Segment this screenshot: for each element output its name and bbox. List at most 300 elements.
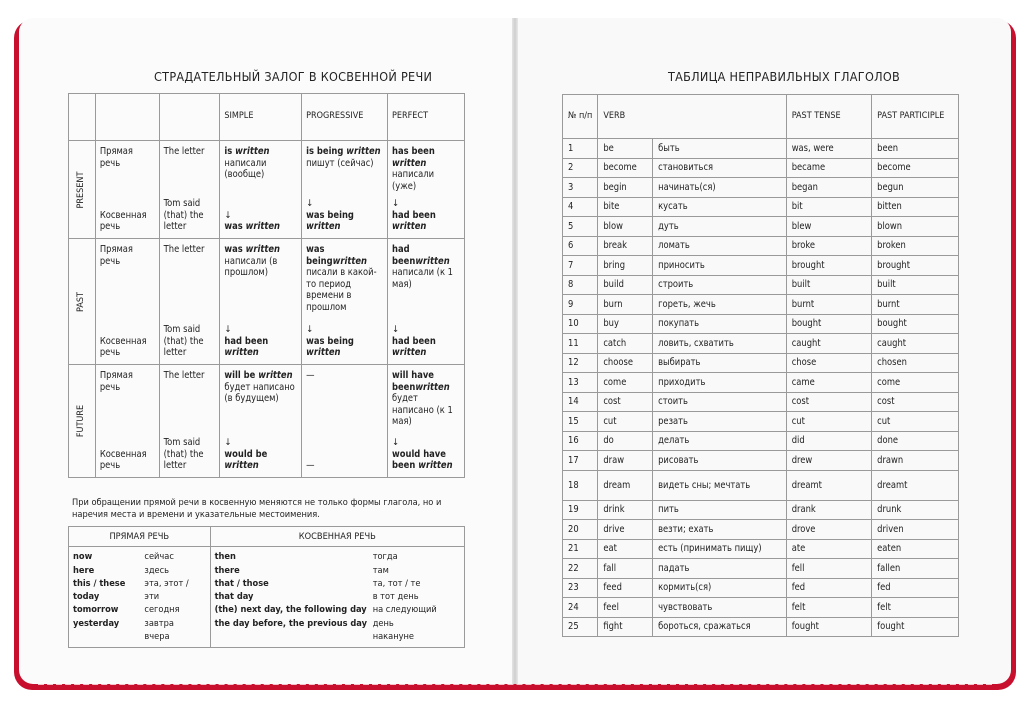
indirect-form bbox=[306, 198, 383, 233]
verb-base: do bbox=[598, 431, 653, 451]
verb-participle: drawn bbox=[872, 451, 959, 471]
verb-past: drank bbox=[786, 500, 871, 520]
translation-note: писали в какой-то период времени в прошлом bbox=[306, 267, 377, 313]
verb-past: fought bbox=[786, 617, 871, 637]
verb-translation: стоить bbox=[653, 392, 787, 412]
verb-translation: рисовать bbox=[653, 451, 787, 471]
verb-participle: eaten bbox=[872, 539, 959, 559]
down-arrow-icon: ↓ bbox=[306, 198, 314, 210]
indirect-ru-column bbox=[373, 550, 460, 643]
verb-participle: cut bbox=[872, 412, 959, 432]
aux-verb: was being bbox=[306, 209, 354, 221]
verb-base: be bbox=[598, 139, 653, 159]
verb-base: build bbox=[598, 275, 653, 295]
direct-form bbox=[392, 244, 460, 290]
verb-base: feed bbox=[598, 578, 653, 598]
direct-form bbox=[306, 244, 383, 314]
verb-base: break bbox=[598, 236, 653, 256]
main-verb: written bbox=[235, 146, 270, 157]
direct-word-ru: здесь bbox=[144, 564, 170, 576]
verb-number: 1 bbox=[563, 139, 598, 159]
main-verb: written bbox=[392, 347, 427, 359]
subject-cell bbox=[159, 365, 220, 478]
verb-number: 10 bbox=[563, 314, 598, 334]
aux-verb: would have been bbox=[392, 448, 446, 472]
direct-word-en: yesterday bbox=[73, 617, 120, 629]
verb-row bbox=[563, 236, 959, 256]
verb-row bbox=[563, 412, 959, 432]
translation-note: написали (вообще) bbox=[224, 157, 267, 181]
blank-header bbox=[159, 94, 220, 141]
passive-voice-table bbox=[68, 93, 465, 478]
verb-translation: начинать(ся) bbox=[653, 178, 787, 198]
verb-participle: fallen bbox=[872, 559, 959, 579]
verb-row bbox=[563, 314, 959, 334]
verb-past: began bbox=[786, 178, 871, 198]
progressive-cell bbox=[302, 141, 388, 239]
verb-number: 25 bbox=[563, 617, 598, 637]
verb-base: buy bbox=[598, 314, 653, 334]
verb-translation: гореть, жечь bbox=[653, 295, 787, 315]
verb-row bbox=[563, 197, 959, 217]
progressive-stack bbox=[306, 370, 383, 472]
verb-translation: ломать bbox=[653, 236, 787, 256]
header-number: № п/п bbox=[563, 95, 598, 139]
verb-participle: done bbox=[872, 431, 959, 451]
tense-label: FUTURE bbox=[76, 404, 87, 438]
indirect-word-ru: тогда bbox=[372, 551, 398, 563]
indirect-subject: Tom said (that) the letter bbox=[163, 324, 204, 359]
verb-participle: been bbox=[872, 139, 959, 159]
verb-number: 7 bbox=[563, 256, 598, 276]
verb-participle: fought bbox=[872, 617, 959, 637]
indirect-word-ru: та, тот / те bbox=[372, 577, 421, 589]
verb-translation: делать bbox=[653, 431, 787, 451]
verb-number: 4 bbox=[563, 197, 598, 217]
verb-number: 22 bbox=[563, 559, 598, 579]
direct-words-cell bbox=[69, 547, 211, 648]
verb-past: broke bbox=[786, 236, 871, 256]
verb-translation: чувствовать bbox=[653, 598, 787, 618]
main-verb: written bbox=[224, 347, 259, 359]
verb-base: bite bbox=[598, 197, 653, 217]
verb-row bbox=[563, 334, 959, 354]
verb-base: feel bbox=[598, 598, 653, 618]
verb-past: caught bbox=[786, 334, 871, 354]
verb-base: dream bbox=[598, 470, 653, 500]
row-future bbox=[69, 365, 465, 478]
speech-body-row bbox=[69, 547, 465, 648]
simple-stack bbox=[224, 244, 297, 359]
subject-stack bbox=[164, 146, 216, 233]
simple-cell bbox=[220, 239, 302, 365]
aux-verb: is being bbox=[306, 146, 347, 157]
verb-row bbox=[563, 217, 959, 237]
main-verb: written bbox=[415, 255, 450, 267]
direct-word-ru: эта, этот / эти bbox=[144, 577, 189, 603]
main-verb: written bbox=[392, 157, 427, 169]
verb-base: cut bbox=[598, 412, 653, 432]
verb-number: 17 bbox=[563, 451, 598, 471]
verb-row bbox=[563, 256, 959, 276]
verb-past: fell bbox=[786, 559, 871, 579]
subject-cell bbox=[159, 239, 220, 365]
verb-number: 3 bbox=[563, 178, 598, 198]
verb-participle: bitten bbox=[872, 197, 959, 217]
verb-number: 21 bbox=[563, 539, 598, 559]
direct-subject: The letter bbox=[163, 370, 205, 381]
aux-verb: will be bbox=[224, 370, 259, 381]
verb-number: 12 bbox=[563, 353, 598, 373]
verb-base: blow bbox=[598, 217, 653, 237]
progressive-stack bbox=[306, 146, 383, 233]
verb-base: draw bbox=[598, 451, 653, 471]
row-present bbox=[69, 141, 465, 239]
verb-row bbox=[563, 431, 959, 451]
verb-translation: кормить(ся) bbox=[653, 578, 787, 598]
right-page-title: ТАБЛИЦА НЕПРАВИЛЬНЫХ ГЛАГОЛОВ bbox=[668, 69, 901, 84]
verb-base: eat bbox=[598, 539, 653, 559]
verb-row bbox=[563, 578, 959, 598]
verb-translation: приносить bbox=[653, 256, 787, 276]
direct-word-ru: вчера bbox=[144, 631, 170, 643]
perfect-cell bbox=[388, 365, 465, 478]
perfect-stack bbox=[392, 146, 460, 233]
verb-past: cost bbox=[786, 392, 871, 412]
speech-header-row bbox=[69, 527, 465, 547]
verb-row bbox=[563, 353, 959, 373]
direct-word-en: tomorrow bbox=[73, 604, 119, 616]
verb-translation: бороться, сражаться bbox=[653, 617, 787, 637]
verb-past: bit bbox=[786, 197, 871, 217]
verb-past: became bbox=[786, 158, 871, 178]
translation-note: пишут (сейчас) bbox=[306, 157, 374, 169]
verb-translation: пить bbox=[653, 500, 787, 520]
aux-verb: has been bbox=[392, 146, 435, 157]
indirect-word-en: then bbox=[214, 551, 236, 563]
verb-participle: fed bbox=[872, 578, 959, 598]
indirect-form bbox=[392, 198, 460, 233]
direct-form bbox=[224, 370, 297, 405]
verb-base: cost bbox=[598, 392, 653, 412]
verb-row bbox=[563, 617, 959, 637]
aux-verb: was bbox=[224, 221, 246, 233]
direct-word-ru: сейчас bbox=[144, 551, 174, 563]
subject-stack bbox=[164, 370, 216, 472]
speech-type-stack bbox=[100, 370, 155, 472]
aux-verb: was being bbox=[306, 335, 354, 347]
verb-translation: становиться bbox=[653, 158, 787, 178]
down-arrow-icon: ↓ bbox=[224, 437, 232, 449]
verb-past: blew bbox=[786, 217, 871, 237]
verb-row bbox=[563, 451, 959, 471]
header-direct-speech: ПРЯМАЯ РЕЧЬ bbox=[69, 527, 211, 547]
direct-subject: The letter bbox=[163, 146, 205, 157]
irregular-verbs-table bbox=[562, 94, 959, 637]
perfect-cell bbox=[388, 239, 465, 365]
direct-word-en: now bbox=[73, 551, 93, 563]
verb-base: become bbox=[598, 158, 653, 178]
header-progressive: PROGRESSIVE bbox=[302, 94, 388, 141]
simple-stack bbox=[224, 370, 297, 472]
verb-number: 8 bbox=[563, 275, 598, 295]
verb-base: fall bbox=[598, 559, 653, 579]
aux-verb: is bbox=[224, 146, 236, 157]
verb-translation: быть bbox=[653, 139, 787, 159]
verb-base: begin bbox=[598, 178, 653, 198]
verb-participle: become bbox=[872, 158, 959, 178]
down-arrow-icon: ↓ bbox=[392, 437, 400, 449]
indirect-word-ru: накануне bbox=[372, 631, 415, 643]
verb-row bbox=[563, 559, 959, 579]
verb-past: built bbox=[786, 275, 871, 295]
main-verb: written bbox=[245, 221, 281, 233]
verb-past: was, were bbox=[786, 139, 871, 159]
verb-past: came bbox=[786, 373, 871, 393]
tense-label: PAST bbox=[76, 291, 87, 312]
verb-participle: broken bbox=[872, 236, 959, 256]
down-arrow-icon: ↓ bbox=[224, 209, 232, 221]
direct-word-ru: сегодня bbox=[144, 604, 180, 616]
down-arrow-icon: ↓ bbox=[224, 324, 232, 336]
indirect-word-en: the day before, the previous day bbox=[214, 617, 367, 629]
direct-ru-column bbox=[144, 550, 205, 643]
verb-past: dreamt bbox=[786, 470, 871, 500]
main-verb: written bbox=[258, 370, 293, 381]
main-verb: written bbox=[306, 221, 341, 233]
verb-translation: есть (принимать пищу) bbox=[653, 539, 787, 559]
speech-change-note: При обращении прямой речи в косвенную меняются не только формы глагола, но и наречия места и времени и указательные местоимения. bbox=[72, 497, 442, 520]
passive-header-row bbox=[69, 94, 465, 141]
indirect-form bbox=[392, 437, 460, 472]
verb-number: 14 bbox=[563, 392, 598, 412]
speech-type-cell bbox=[95, 141, 159, 239]
indirect-word-en: there bbox=[214, 564, 240, 576]
verb-past: burnt bbox=[786, 295, 871, 315]
translation-note: написали (к 1 мая) bbox=[392, 267, 453, 290]
header-past-tense: PAST TENSE bbox=[786, 95, 871, 139]
indirect-word-en: (the) next day, the following day bbox=[214, 604, 367, 616]
verb-number: 20 bbox=[563, 520, 598, 540]
dash-mark: — bbox=[306, 460, 315, 472]
verb-translation: ловить, схватить bbox=[653, 334, 787, 354]
direct-form bbox=[224, 244, 297, 279]
indirect-form bbox=[306, 324, 383, 359]
verb-past: brought bbox=[786, 256, 871, 276]
verb-past: felt bbox=[786, 598, 871, 618]
down-arrow-icon: ↓ bbox=[392, 324, 400, 336]
aux-verb: had been bbox=[224, 335, 269, 347]
direct-word-ru: завтра bbox=[144, 617, 174, 629]
indirect-word-ru: в тот день bbox=[372, 591, 419, 603]
verb-past: chose bbox=[786, 353, 871, 373]
verb-participle: caught bbox=[872, 334, 959, 354]
verb-translation: выбирать bbox=[653, 353, 787, 373]
verb-translation: резать bbox=[653, 412, 787, 432]
verb-number: 5 bbox=[563, 217, 598, 237]
simple-cell bbox=[220, 365, 302, 478]
verb-participle: come bbox=[872, 373, 959, 393]
aux-verb: had been bbox=[392, 244, 416, 267]
progressive-stack bbox=[306, 244, 383, 359]
aux-verb: was bbox=[224, 244, 246, 255]
verb-translation: покупать bbox=[653, 314, 787, 334]
verb-number: 19 bbox=[563, 500, 598, 520]
verb-number: 15 bbox=[563, 412, 598, 432]
verb-number: 16 bbox=[563, 431, 598, 451]
verb-base: choose bbox=[598, 353, 653, 373]
perfect-cell bbox=[388, 141, 465, 239]
verb-row bbox=[563, 373, 959, 393]
subject-cell bbox=[159, 141, 220, 239]
direct-word-en: this / these bbox=[73, 577, 126, 589]
speech-type-stack bbox=[100, 244, 155, 359]
aux-verb: was being bbox=[306, 244, 333, 267]
main-verb: written bbox=[332, 255, 367, 267]
indirect-speech-label: Косвенная речь bbox=[99, 448, 147, 472]
verb-number: 2 bbox=[563, 158, 598, 178]
direct-subject: The letter bbox=[163, 244, 205, 255]
book-spine bbox=[512, 18, 518, 684]
direct-form bbox=[224, 146, 297, 181]
verb-past: drove bbox=[786, 520, 871, 540]
verb-participle: drunk bbox=[872, 500, 959, 520]
aux-verb: will have been bbox=[392, 370, 434, 393]
header-perfect: PERFECT bbox=[388, 94, 465, 141]
translation-note: написали (уже) bbox=[392, 169, 435, 192]
main-verb: written bbox=[418, 460, 453, 472]
blank-header bbox=[69, 94, 96, 141]
verb-participle: driven bbox=[872, 520, 959, 540]
verb-past: drew bbox=[786, 451, 871, 471]
header-past-participle: PAST PARTICIPLE bbox=[872, 95, 959, 139]
verb-base: bring bbox=[598, 256, 653, 276]
indirect-form bbox=[392, 324, 460, 359]
verb-row bbox=[563, 158, 959, 178]
aux-verb: had been bbox=[392, 209, 436, 221]
speech-type-stack bbox=[100, 146, 155, 233]
main-verb: written bbox=[306, 347, 341, 359]
verb-participle: blown bbox=[872, 217, 959, 237]
simple-stack bbox=[224, 146, 297, 233]
direct-form bbox=[392, 146, 460, 192]
verb-number: 18 bbox=[563, 470, 598, 500]
verb-translation: везти; ехать bbox=[653, 520, 787, 540]
verb-row bbox=[563, 392, 959, 412]
down-arrow-icon: ↓ bbox=[306, 324, 314, 336]
verb-number: 13 bbox=[563, 373, 598, 393]
verb-number: 11 bbox=[563, 334, 598, 354]
indirect-speech-label: Косвенная речь bbox=[99, 209, 147, 233]
verb-past: did bbox=[786, 431, 871, 451]
main-verb: written bbox=[392, 221, 427, 233]
verb-row bbox=[563, 520, 959, 540]
verb-translation: видеть сны; мечтать bbox=[653, 470, 787, 500]
dash-mark: — bbox=[306, 370, 315, 381]
speech-words-table bbox=[68, 526, 465, 648]
verb-participle: felt bbox=[872, 598, 959, 618]
indirect-form bbox=[224, 210, 280, 233]
verb-row bbox=[563, 500, 959, 520]
translation-note: написали (в прошлом) bbox=[224, 255, 278, 279]
verb-number: 23 bbox=[563, 578, 598, 598]
verb-participle: cost bbox=[872, 392, 959, 412]
verb-translation: строить bbox=[653, 275, 787, 295]
verb-number: 24 bbox=[563, 598, 598, 618]
verb-participle: burnt bbox=[872, 295, 959, 315]
verb-past: fed bbox=[786, 578, 871, 598]
translation-note: будет написано (к 1 мая) bbox=[392, 393, 453, 428]
row-past bbox=[69, 239, 465, 365]
subject-stack bbox=[164, 244, 216, 359]
verb-participle: begun bbox=[872, 178, 959, 198]
direct-en-column bbox=[73, 550, 144, 643]
speech-type-cell bbox=[95, 365, 159, 478]
indirect-form bbox=[224, 437, 297, 472]
verb-row bbox=[563, 539, 959, 559]
header-verb: VERB bbox=[598, 95, 786, 139]
indirect-subject: Tom said (that) the letter bbox=[163, 437, 204, 472]
verbs-header-row bbox=[563, 95, 959, 139]
verb-number: 9 bbox=[563, 295, 598, 315]
progressive-cell bbox=[302, 239, 388, 365]
direct-speech-label: Прямая речь bbox=[99, 370, 133, 393]
verb-base: fight bbox=[598, 617, 653, 637]
speech-type-cell bbox=[95, 239, 159, 365]
verb-base: drink bbox=[598, 500, 653, 520]
direct-speech-label: Прямая речь bbox=[99, 146, 133, 169]
verb-past: cut bbox=[786, 412, 871, 432]
main-verb: written bbox=[224, 460, 259, 472]
main-verb: written bbox=[346, 146, 381, 157]
main-verb: written bbox=[415, 381, 450, 393]
verb-row bbox=[563, 598, 959, 618]
direct-form bbox=[306, 146, 383, 169]
indirect-form bbox=[224, 324, 297, 359]
translation-note: будет написано (в будущем) bbox=[224, 381, 295, 405]
down-arrow-icon: ↓ bbox=[392, 198, 400, 210]
indirect-word-en: that / those bbox=[214, 577, 269, 589]
header-indirect-speech: КОСВЕННАЯ РЕЧЬ bbox=[210, 527, 464, 547]
verb-translation: кусать bbox=[653, 197, 787, 217]
aux-verb: would be bbox=[224, 448, 268, 460]
verb-translation: дуть bbox=[653, 217, 787, 237]
indirect-speech-label: Косвенная речь bbox=[99, 335, 147, 359]
verb-row bbox=[563, 295, 959, 315]
verb-participle: bought bbox=[872, 314, 959, 334]
direct-word-en: today bbox=[73, 591, 100, 603]
tense-cell bbox=[69, 141, 96, 239]
indirect-subject: Tom said (that) the letter bbox=[163, 198, 204, 233]
verb-row bbox=[563, 139, 959, 159]
tense-cell bbox=[69, 365, 96, 478]
indirect-word-en: that day bbox=[214, 591, 254, 603]
perfect-stack bbox=[392, 244, 460, 359]
indirect-word-ru: на следующий день bbox=[372, 604, 437, 629]
verb-base: come bbox=[598, 373, 653, 393]
verb-translation: приходить bbox=[653, 373, 787, 393]
header-simple: SIMPLE bbox=[220, 94, 302, 141]
verb-row bbox=[563, 178, 959, 198]
verb-participle: dreamt bbox=[872, 470, 959, 500]
verbs-body bbox=[563, 139, 959, 637]
perfect-stack bbox=[392, 370, 460, 472]
verb-number: 6 bbox=[563, 236, 598, 256]
tense-label: PRESENT bbox=[76, 171, 87, 208]
simple-cell bbox=[220, 141, 302, 239]
tense-cell bbox=[69, 239, 96, 365]
verb-participle: built bbox=[872, 275, 959, 295]
